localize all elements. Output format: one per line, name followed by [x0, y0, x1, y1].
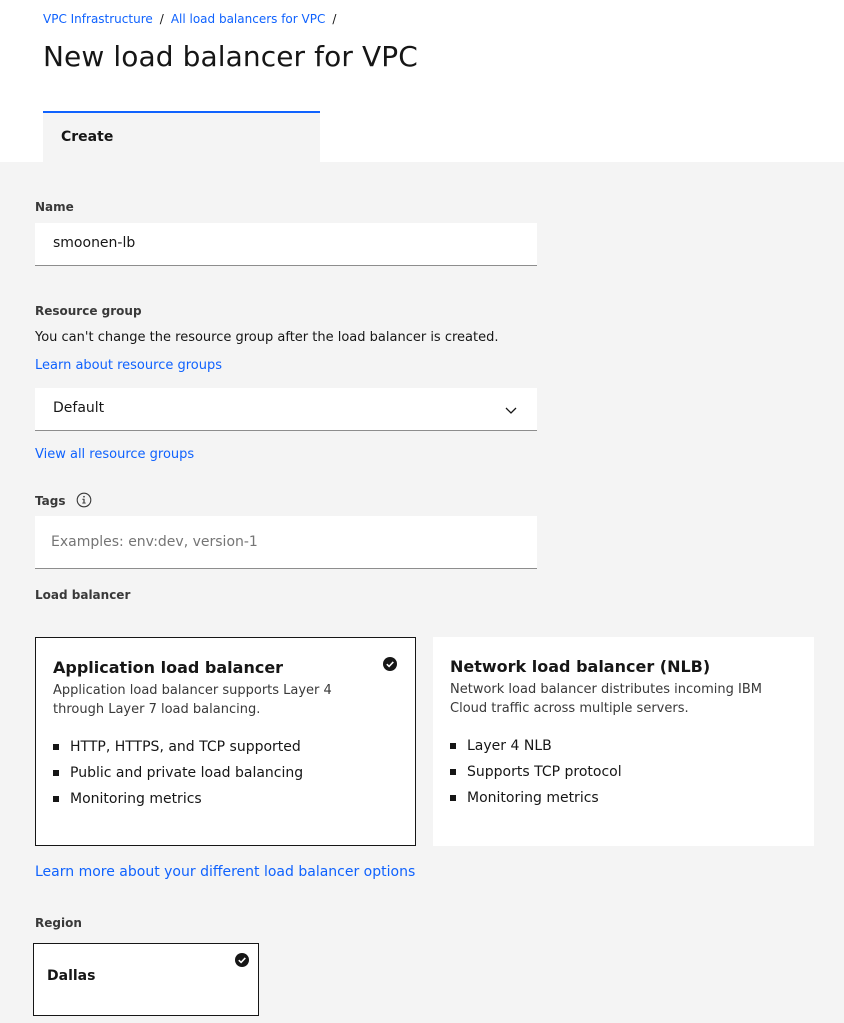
- resource-group-selected-value: Default: [53, 400, 105, 416]
- breadcrumb-separator: /: [159, 12, 164, 26]
- name-input[interactable]: [35, 223, 537, 266]
- feature-text: Monitoring metrics: [70, 791, 202, 807]
- breadcrumb: [43, 12, 343, 26]
- list-item: [450, 785, 622, 811]
- bullet-icon: [450, 769, 456, 775]
- tab-create-label: Create: [61, 129, 114, 145]
- list-item: [53, 760, 303, 786]
- tab-create[interactable]: [43, 111, 320, 162]
- feature-text: Public and private load balancing: [70, 765, 304, 781]
- card-description: Application load balancer supports Layer 4 through Layer 7 load balancing.: [53, 683, 332, 717]
- region-label: Region: [35, 916, 82, 930]
- list-item: [450, 759, 622, 785]
- card-description: Network load balancer distributes incoming IBM Cloud traffic across multiple servers.: [450, 682, 762, 716]
- checkmark-filled-icon: [235, 953, 249, 967]
- bullet-icon: [450, 743, 456, 749]
- checkmark-filled-icon: [383, 657, 397, 671]
- tags-label: Tags: [35, 494, 66, 508]
- list-item: [53, 734, 303, 760]
- page-title: New load balancer for VPC: [43, 40, 418, 73]
- resource-group-label: Resource group: [35, 304, 142, 318]
- bullet-icon: [450, 795, 456, 801]
- resource-group-helper-text: You can't change the resource group after the load balancer is created.: [35, 330, 499, 345]
- region-card-label: Dallas: [47, 968, 96, 984]
- feature-text: Layer 4 NLB: [467, 738, 552, 754]
- bullet-icon: [53, 770, 59, 776]
- resource-group-select[interactable]: [35, 388, 537, 431]
- bullet-icon: [53, 744, 59, 750]
- name-label: Name: [35, 200, 74, 214]
- feature-text: HTTP, HTTPS, and TCP supported: [70, 739, 301, 755]
- card-title: Network load balancer (NLB): [450, 657, 711, 676]
- learn-about-resource-groups-link[interactable]: Learn about resource groups: [35, 358, 222, 373]
- feature-text: Monitoring metrics: [467, 790, 599, 806]
- chevron-down-icon: [505, 404, 517, 416]
- bullet-icon: [53, 796, 59, 802]
- card-title: Application load balancer: [53, 658, 284, 677]
- list-item: [53, 786, 303, 812]
- load-balancer-label: Load balancer: [35, 588, 131, 602]
- learn-more-load-balancer-options-link[interactable]: Learn more about your different load balancer options: [35, 864, 416, 880]
- list-item: [450, 733, 622, 759]
- application-load-balancer-card[interactable]: [35, 637, 416, 846]
- feature-list: [53, 734, 303, 812]
- view-all-resource-groups-link[interactable]: View all resource groups: [35, 447, 195, 462]
- region-card-dallas[interactable]: [33, 943, 259, 1016]
- feature-list: [450, 733, 622, 811]
- breadcrumb-separator: /: [332, 12, 337, 26]
- tags-input-field[interactable]: [51, 534, 511, 550]
- network-load-balancer-card[interactable]: [433, 637, 814, 846]
- tags-input[interactable]: [35, 516, 537, 569]
- name-input-value: smoonen-lb: [53, 235, 136, 251]
- breadcrumb-link-all-load-balancers[interactable]: All load balancers for VPC: [170, 12, 326, 26]
- info-icon[interactable]: [76, 492, 92, 508]
- feature-text: Supports TCP protocol: [467, 764, 622, 780]
- breadcrumb-link-vpc-infrastructure[interactable]: VPC Infrastructure: [43, 12, 153, 26]
